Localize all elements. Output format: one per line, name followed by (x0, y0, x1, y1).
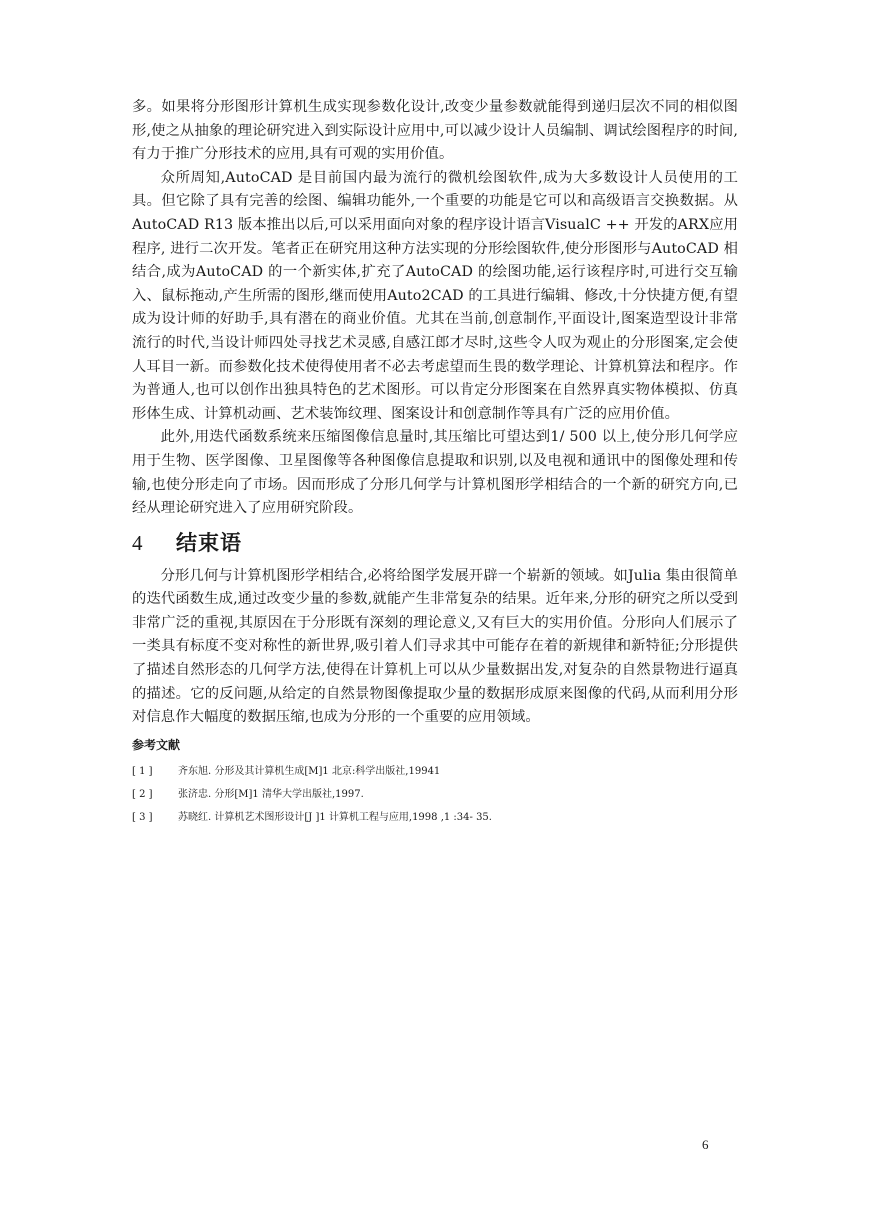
reference-text: 张济忠. 分形[M]1 清华大学出版社,1997. (178, 788, 364, 800)
reference-item (132, 806, 738, 829)
page-number: 6 (702, 1137, 709, 1152)
paragraph-compression: 此外,用迭代函数系统来压缩图像信息量时,其压缩比可望达到1/ 500 以上,使分形几何学应用于生物、医学图像、卫星图像等各种图像信息提取和识别,以及电视和通讯中的图像处理和传输,也使分形走向了市场。因而形成了分形几何学与计算机图形学相结合的一个新的研究方向,已经从理论研究进入了应用研究阶段。 (132, 429, 738, 517)
section-heading (132, 527, 738, 561)
reference-text: 苏晓红. 计算机艺术图形设计[J ]1 计算机工程与应用,1998 ,1 :34- 35. (178, 811, 492, 823)
section-number: 4 (132, 530, 143, 555)
document-page (132, 96, 738, 829)
references-heading: 参考文献 (132, 737, 181, 752)
reference-list (132, 760, 738, 829)
reference-number: [ 3 ] (132, 811, 153, 823)
reference-number: [ 2 ] (132, 788, 153, 800)
paragraph-continued: 多。如果将分形图形计算机生成实现参数化设计,改变少量参数就能得到递归层次不同的相似图形,使之从抽象的理论研究进入到实际设计应用中,可以减少设计人员编制、调试绘图程序的时间,有力于推广分形技术的应用,具有可观的实用价值。 (132, 99, 738, 163)
reference-item (132, 783, 738, 806)
section-title: 结束语 (176, 530, 242, 555)
reference-number: [ 1 ] (132, 765, 153, 777)
reference-item (132, 760, 738, 783)
reference-text: 齐东旭. 分形及其计算机生成[M]1 北京:科学出版社,19941 (178, 765, 441, 777)
paragraph-conclusion: 分形几何与计算机图形学相结合,必将给图学发展开辟一个崭新的领域。如Julia 集由很简单的迭代函数生成,通过改变少量的参数,就能产生非常复杂的结果。近年来,分形的研究之所以受到非常广泛的重视,其原因在于分形既有深刻的理论意义,又有巨大的实用价值。分形向人们展示了一类具有标度不变对称性的新世界,吸引着人们寻求其中可能存在着的新规律和新特征;分形提供了描述自然形态的几何学方法,使得在计算机上可以从少量数据出发,对复杂的自然景物进行逼真的描述。它的反问题,从给定的自然景物图像提取少量的数据形成原来图像的代码,从而利用分形对信息作大幅度的数据压缩,也成为分形的一个重要的应用领域。 (132, 567, 738, 726)
paragraph-autocad: 众所周知,AutoCAD 是目前国内最为流行的微机绘图软件,成为大多数设计人员使用的工具。但它除了具有完善的绘图、编辑功能外,一个重要的功能是它可以和高级语言交换数据。从AutoCAD R13 版本推出以后,可以采用面向对象的程序设计语言VisualC ++ 开发的ARX应用程序, 进行二次开发。笔者正在研究用这种方法实现的分形绘图软件,使分形图形与AutoCAD 相结合,成为AutoCAD 的一个新实体,扩充了AutoCAD 的绘图功能,运行该程序时,可进行交互输入、鼠标拖动,产生所需的图形,继而使用Auto2CAD 的工具进行编辑、修改,十分快捷方便,有望成为设计师的好助手,具有潜在的商业价值。尤其在当前,创意制作,平面设计,图案造型设计非常流行的时代,当设计师四处寻找艺术灵感,自感江郎才尽时,这些令人叹为观止的分形图案,定会使人耳目一新。而参数化技术使得使用者不必去考虑望而生畏的数学理论、计算机算法和程序。作为普通人,也可以创作出独具特色的艺术图形。可以肯定分形图案在自然界真实物体模拟、仿真形体生成、计算机动画、艺术装饰纹理、图案设计和创意制作等具有广泛的应用价值。 (132, 169, 738, 422)
